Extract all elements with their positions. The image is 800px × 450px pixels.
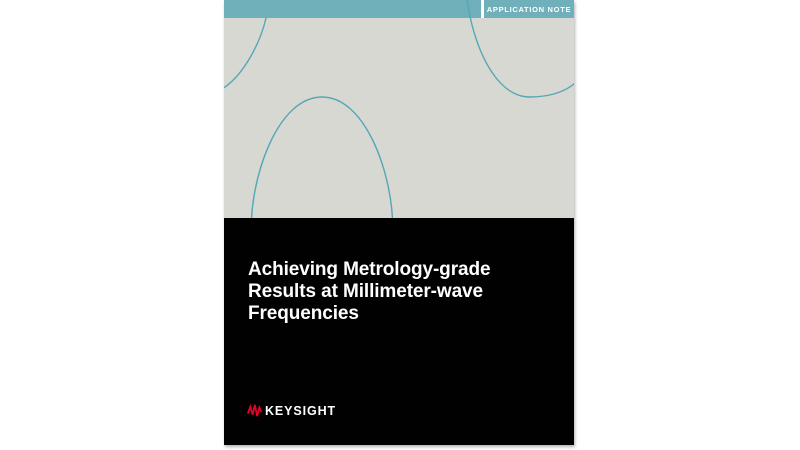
keysight-spark-icon	[247, 402, 262, 419]
keysight-logo-text: KEYSIGHT	[265, 403, 337, 418]
title-line-3: Frequencies	[248, 303, 359, 324]
application-note-badge	[484, 0, 574, 18]
title-line-1: Achieving Metrology-grade	[248, 259, 491, 280]
top-accent-band	[224, 0, 481, 18]
application-note-label: APPLICATION NOTE	[486, 4, 572, 14]
document-title	[248, 259, 556, 325]
keysight-logo	[247, 402, 336, 419]
title-line-2: Results at Millimeter-wave	[248, 281, 483, 302]
cover-artwork-area	[224, 18, 574, 218]
document-cover	[224, 0, 574, 445]
